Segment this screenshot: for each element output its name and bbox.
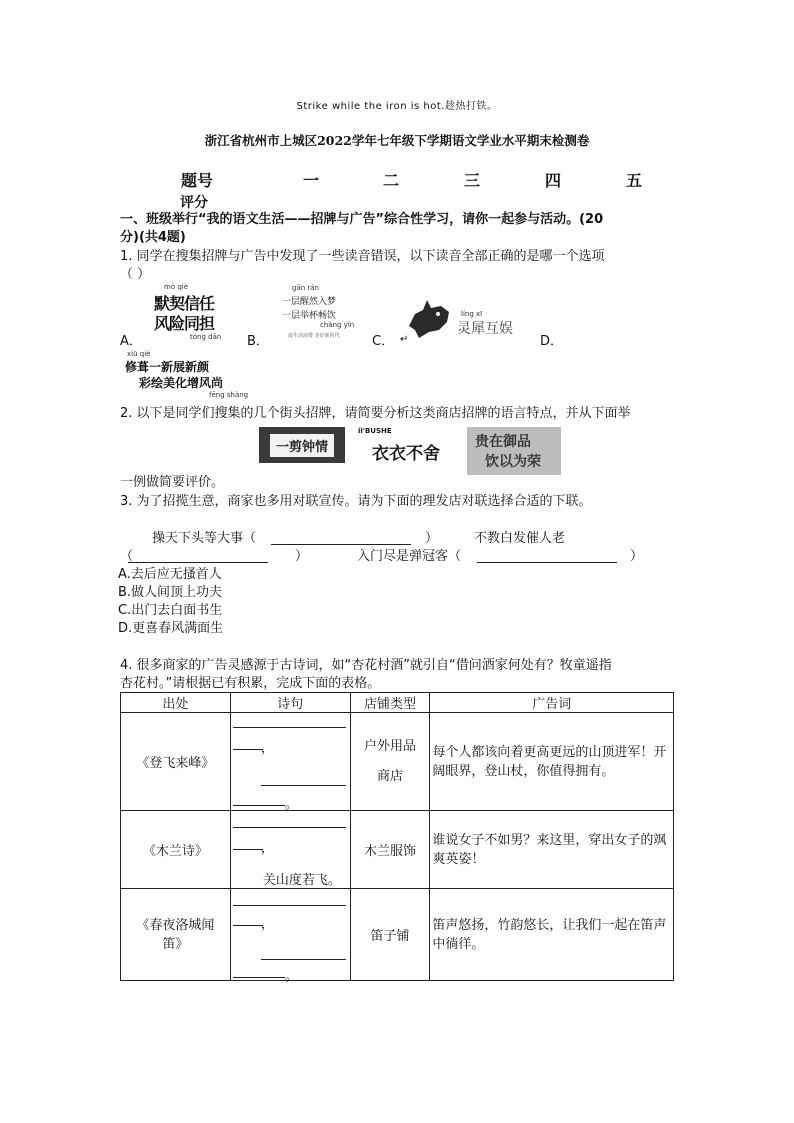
q2-sign-3-line2: 饮以为荣	[485, 454, 541, 470]
row3-shop-type: 笛子铺	[350, 889, 430, 981]
exam-title: 浙江省杭州市上城区2022学年七年级下学期语文学业水平期末检测卷	[204, 133, 590, 148]
q2-sign-2-text: 衣衣不舍	[372, 444, 440, 464]
row2-blank-1b[interactable]	[233, 849, 263, 850]
q2-sign-3	[467, 427, 561, 475]
q1-b-small-caption: 晨生活消费 美好新时代	[288, 333, 340, 339]
table-row	[121, 889, 674, 981]
header-poem: 诗句	[230, 693, 350, 713]
q1-b-line1: 一层醒然入梦	[282, 297, 337, 307]
score-col-1: 一	[303, 171, 320, 190]
row3-blank-2b[interactable]	[233, 977, 285, 978]
q3-option-d: D.更喜春风满面生	[118, 621, 224, 636]
row1-period: 。	[284, 797, 298, 812]
q1-c-brand-text: 灵犀互娱	[457, 321, 513, 337]
row1-ad: 每个人都该向着更高更远的山顶进军！开阔眼界，登山杖，你值得拥有。	[430, 713, 674, 811]
row1-comma: ，	[260, 741, 274, 756]
q2-sign-2	[358, 427, 454, 463]
q3-couplet-3-open: （	[120, 549, 134, 564]
row1-poem-cell[interactable]	[230, 713, 350, 811]
score-row-label: 题号	[181, 171, 214, 190]
row1-blank-1b[interactable]	[233, 749, 263, 750]
row1-blank-1a[interactable]	[233, 727, 346, 728]
header-shop-type: 店铺类型	[350, 693, 430, 713]
score-label: 评分	[180, 195, 208, 211]
q3-blank-1[interactable]	[271, 530, 411, 545]
q2-text: 2. 以下是同学们搜集的几个街头招牌，请简要分析这类商店招牌的语言特点，并从下面举	[120, 406, 631, 421]
q3-blank-3[interactable]	[477, 548, 617, 563]
row2-shop-type: 木兰服饰	[350, 811, 430, 889]
row3-comma: ，	[260, 917, 274, 932]
q1-option-b-label: B．	[247, 334, 269, 349]
q2-text-line2: 一例做简要评价。	[120, 475, 225, 490]
q1-d-line2: 彩绘美化增风尚	[139, 376, 224, 390]
table-row	[121, 811, 674, 889]
q1-option-c-image	[405, 290, 530, 342]
q3-couplet-3-close: ）	[295, 549, 309, 564]
q1-text: 1. 同学在搜集招牌与广告中发现了一些读音错误，以下读音全部正确的是哪一个选项	[120, 249, 605, 264]
q2-sign-3-line1: 贵在御品	[475, 434, 531, 450]
q2-sign-1	[259, 427, 345, 463]
row1-shop-line1: 户外用品	[363, 738, 416, 754]
q1-a-line2: 风险同担	[154, 314, 215, 333]
row1-blank-2a[interactable]	[261, 785, 346, 786]
header-source: 出处	[121, 693, 231, 713]
q1-a-line1: 默契信任	[154, 294, 215, 313]
row1-shop-line2: 商店	[376, 768, 403, 784]
score-col-3: 三	[464, 171, 481, 190]
header-ad-text: 广告词	[430, 693, 674, 713]
score-col-5: 五	[626, 171, 643, 190]
q3-option-c: C.出门去白面书生	[118, 603, 223, 618]
row3-blank-2a[interactable]	[261, 959, 346, 960]
q4-text-line1: 4. 很多商家的广告灵感源于古诗词，如“杏花村酒”就引自“借问酒家何处有？牧童遥指	[120, 658, 612, 673]
q3-couplet-1-close: ）	[425, 531, 439, 546]
row2-poem-cell[interactable]	[230, 811, 350, 889]
row3-poem-cell[interactable]	[230, 889, 350, 984]
score-col-2: 二	[383, 171, 400, 190]
q1-c-return-mark: ↵	[400, 334, 409, 345]
row2-blank-1a[interactable]	[233, 827, 346, 828]
row1-shop-type	[350, 713, 430, 811]
q1-a-pinyin-bottom: tóng dān	[190, 333, 222, 341]
table-row	[121, 713, 674, 811]
q3-option-b: B.做人间顶上功夫	[118, 585, 223, 600]
q3-text: 3. 为了招揽生意，商家也多用对联宣传。请为下面的理发店对联选择合适的下联。	[120, 494, 592, 509]
q1-option-a-image	[150, 283, 235, 343]
q1-option-a-label: A．	[120, 334, 142, 349]
q1-option-c-label: C．	[372, 334, 395, 349]
row3-period: 。	[284, 969, 298, 984]
q2-sign-1-text: 一剪钟情	[270, 434, 334, 457]
table-header-row	[121, 693, 674, 713]
row3-blank-1a[interactable]	[233, 905, 346, 906]
row3-blank-1b[interactable]	[233, 925, 263, 926]
row2-poem-tail: 关山度若飞。	[262, 873, 341, 888]
row3-source-line2: 笛》	[162, 936, 189, 952]
rhino-logo-icon	[405, 292, 453, 340]
row1-source: 《登飞来峰》	[121, 713, 231, 811]
q3-blank-2[interactable]	[128, 548, 268, 563]
q3-couplet-4: 入门尽是弹冠客（	[357, 549, 462, 564]
q1-option-d-image	[125, 350, 250, 400]
q1-c-pinyin-top: líng xī	[461, 310, 483, 318]
q1-b-line2: 一层举杯畅饮	[282, 311, 337, 321]
q2-brand-text: ii'BUSHE	[358, 427, 392, 435]
q3-couplet-4-close: ）	[630, 549, 644, 564]
row3-source-line1: 《春夜洛城闻	[136, 917, 215, 933]
section1-heading-line2: 分)(共4题)	[120, 230, 186, 245]
q1-d-pinyin-top: xiū qiè	[127, 350, 151, 358]
q3-couplet-1: 操天下头等大事（	[152, 531, 257, 546]
advertisement-table	[120, 692, 674, 984]
q1-b-pinyin-bottom: chàng yǐn	[320, 321, 355, 329]
row2-ad: 谁说女子不如男？来这里，穿出女子的飒爽英姿！	[430, 811, 674, 889]
q1-a-pinyin-top: mò qiè	[164, 283, 189, 291]
score-col-4: 四	[545, 171, 562, 190]
q1-d-pinyin-bottom: fēng shàng	[209, 391, 249, 399]
q3-couplet-2: 不教白发催人老	[474, 531, 566, 546]
q1-b-pinyin-top: gān rán	[292, 284, 319, 292]
q1-d-line1: 修葺一新展新颜	[125, 360, 210, 374]
q1-answer-paren: （ ）	[120, 267, 151, 282]
q1-option-d-label: D．	[540, 334, 564, 349]
page-header: Strike while the iron is hot.趁热打铁。	[296, 101, 498, 112]
row3-ad: 笛声悠扬，竹韵悠长，让我们一起在笛声中徜徉。	[430, 889, 674, 981]
q1-option-b-image	[278, 284, 368, 344]
row1-blank-2b[interactable]	[233, 805, 285, 806]
section1-heading-line1: 一、班级举行“我的语文生活——招牌与广告”综合性学习，请你一起参与活动。(20	[120, 212, 604, 227]
row2-comma: ，	[260, 841, 274, 856]
row2-source: 《木兰诗》	[121, 811, 231, 889]
q3-option-a: A.去后应无搔首人	[118, 567, 222, 582]
q4-text-line2: 杏花村。”请根据已有积累，完成下面的表格。	[120, 676, 381, 691]
row3-source	[121, 889, 231, 981]
